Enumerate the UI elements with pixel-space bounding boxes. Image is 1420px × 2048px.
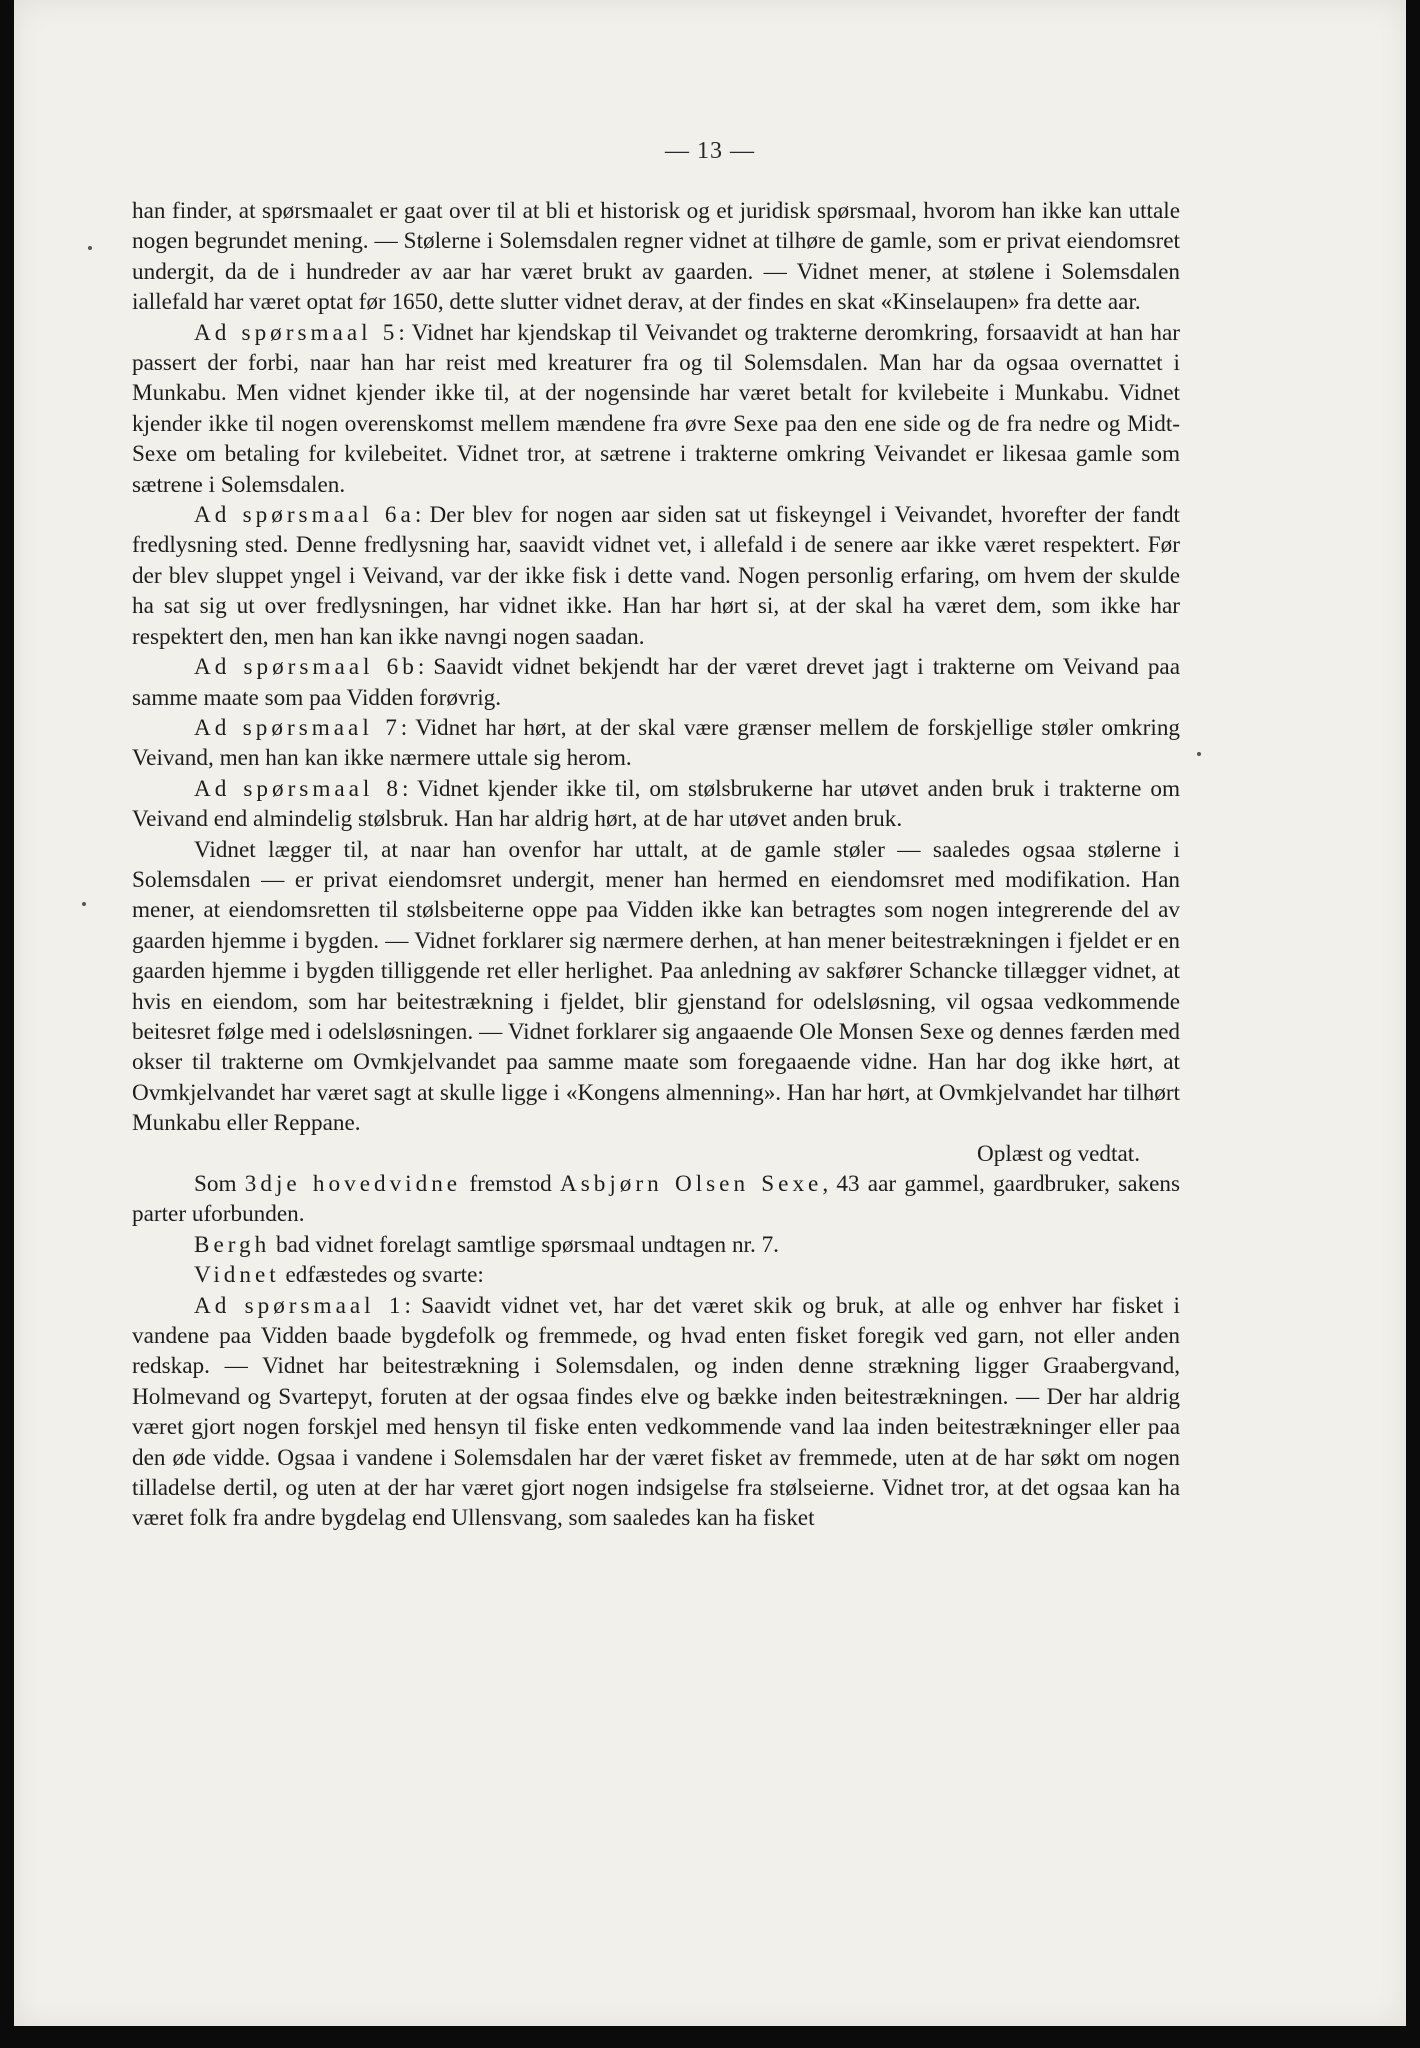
paragraph bbox=[132, 713, 1180, 774]
spaced-emphasis: Ad spørsmaal 5 bbox=[194, 319, 399, 346]
text-run: : Saavidt vidnet vet, har det været skik og bruk, at alle og enhver har fisket i vandene paa Vidden baade bygdefolk og fremmede, og hvad enten fisket foregik ved garn, not eller anden redskap. — Vidnet har beitestrækning i Solemsdalen, og inden denne strækning ligger Graabergvand, Holmevand og Svartepyt, foruten at der ogsaa findes elve og bække inden beitestrækningen. — Der har aldrig været gjort nogen forskjel med hensyn til fiske enten vedkommende vand laa inden beitestrækninger eller paa den øde vidde. Ogsaa i vandene i Solemsdalen har der været fisket av fremmede, uten at de har søkt om nogen tilladelse dertil, og uten at der har været gjort nogen indsigelse fra stølseierne. Vidnet tror, at det ogsaa kan ha været folk fra andre bygdelag end Ullensvang, som saaledes kan ha fisket bbox=[132, 1292, 1180, 1532]
paragraph bbox=[132, 652, 1180, 713]
paragraph bbox=[132, 1260, 1180, 1290]
spaced-emphasis: Bergh bbox=[194, 1231, 271, 1258]
scan-speck bbox=[88, 246, 92, 250]
paragraph bbox=[132, 774, 1180, 835]
text-run: : Vidnet har kjendskap til Veivandet og trakterne deromkring, forsaavidt at han har passert der forbi, naar han har reist med kreaturer fra og til Solemsdalen. Man har da ogsaa overnattet i Munkabu. Men vidnet kjender ikke til, at der nogensinde har været betalt for kvilebeite i Munkabu. Vidnet kjender ikke til nogen overenskomst mellem mændene fra øvre Sexe paa den ene side og de fra nedre og Midt-Sexe om betaling for kvilebeitet. Vidnet tror, at sætrene i trakterne omkring Veivandet er likesaa gamle som sætrene i Solemsdalen. bbox=[132, 319, 1180, 498]
scan-speck bbox=[1197, 752, 1201, 756]
spaced-emphasis: Ad spørsmaal 7 bbox=[194, 714, 401, 741]
document-page bbox=[14, 0, 1406, 2026]
testimony-block-2 bbox=[132, 1169, 1180, 1534]
spaced-emphasis: Ad spørsmaal 6b bbox=[194, 654, 418, 681]
spaced-emphasis: 3dje hovedvidne bbox=[244, 1171, 462, 1197]
paragraph bbox=[132, 1169, 1180, 1230]
text-run: : Vidnet har hørt, at der skal være grænser mellem de forskjellige støler omkring Veivand, men han kan ikke nærmere uttale sig herom. bbox=[132, 714, 1181, 772]
spaced-emphasis: Asbjørn Olsen Sexe bbox=[560, 1171, 823, 1197]
text-run: Som bbox=[194, 1171, 245, 1197]
paragraph bbox=[132, 500, 1180, 652]
text-run: fremstod bbox=[461, 1171, 560, 1197]
paragraph bbox=[132, 196, 1180, 318]
text-run: : Vidnet kjender ikke til, om stølsbrukerne har utøvet anden bruk i trakterne om Veivand end almindelig stølsbruk. Han har aldrig hørt, at de har utøvet anden bruk. bbox=[132, 775, 1181, 833]
body-text bbox=[132, 196, 1180, 1534]
text-run: han finder, at spørsmaalet er gaat over til at bli et historisk og et juridisk spørsmaal, hvorom han ikke kan uttale nogen begrundet mening. — Stølerne i Solemsdalen regner vidnet at tilhøre de gamle, som er privat eiendomsret undergit, da de i hundreder av aar har været brukt av gaarden. — Vidnet mener, at stølene i Solemsdalen iallefald har været optat før 1650, dette slutter vidnet derav, at der findes en skat «Kinselaupen» fra dette aar. bbox=[132, 198, 1180, 316]
text-run: edfæstedes og svarte: bbox=[279, 1262, 484, 1289]
paragraph bbox=[132, 318, 1180, 500]
spaced-emphasis: Ad spørsmaal 8 bbox=[194, 775, 402, 802]
spaced-emphasis: Ad spørsmaal 1 bbox=[194, 1292, 405, 1319]
testimony-block-1 bbox=[132, 196, 1180, 1139]
text-run: , 43 aar gammel, gaardbruker, sakens parter uforbunden. bbox=[132, 1171, 1180, 1228]
paragraph bbox=[132, 835, 1180, 1139]
text-run: : Saavidt vidnet bekjendt har der været drevet jagt i trakterne om Veivand paa samme maate som paa Vidden forøvrig. bbox=[132, 654, 1181, 711]
scan-speck bbox=[82, 902, 86, 906]
spaced-emphasis: Vidnet bbox=[194, 1262, 280, 1289]
signoff: Oplæst og vedtat. bbox=[977, 1140, 1140, 1167]
spaced-emphasis: Ad spørsmaal 6a bbox=[194, 502, 415, 529]
text-run: : Der blev for nogen aar siden sat ut fiskeyngel i Veivandet, hvorefter der fandt fredlysning sted. Denne fredlysning har, saavidt vidnet vet, i allefald i de senere aar ikke været respektert. Før der blev sluppet yngel i Veivand, var der ikke fisk i dette vand. Nogen personlig erfaring, om hvem der skulde ha sat sig ut over fredlysningen, har vidnet ikke. Han har hørt si, at der skal ha været dem, som ikke har respektert den, men han kan ikke navngi nogen saadan. bbox=[132, 502, 1180, 650]
paragraph bbox=[132, 1230, 1180, 1260]
text-run: Vidnet lægger til, at naar han ovenfor har uttalt, at de gamle støler — saaledes ogsaa stølerne i Solemsdalen — er privat eiendomsret undergit, mener han hermed en eiendomsret med modifikation. Han mener, at eiendomsretten til stølsbeiterne oppe paa Vidden ikke kan betragtes som nogen integrerende del av gaarden hjemme i bygden. — Vidnet forklarer sig nærmere derhen, at han mener beitestrækningen i fjeldet er en gaarden hjemme i bygden tilliggende ret eller herlighet. Paa anledning av sakfører Schancke tillægger vidnet, at hvis en eiendom, som har beitestrækning i fjeldet, blir gjenstand for odelsløsning, vil ogsaa vedkommende beitesret følge med i odelsløsningen. — Vidnet forklarer sig angaaende Ole Monsen Sexe og dennes færden med okser til trakterne om Ovmkjelvandet paa samme maate som foregaaende vidne. Han har dog ikke hørt, at Ovmkjelvandet har været sagt at skulle ligge i «Kongens almenning». Han har hørt, at Ovmkjelvandet har tilhørt Munkabu eller Reppane. bbox=[132, 836, 1180, 1137]
paragraph bbox=[132, 1291, 1180, 1534]
text-run: bad vidnet forelagt samtlige spørsmaal undtagen nr. 7. bbox=[270, 1231, 779, 1258]
page-number: — 13 — bbox=[665, 138, 755, 164]
